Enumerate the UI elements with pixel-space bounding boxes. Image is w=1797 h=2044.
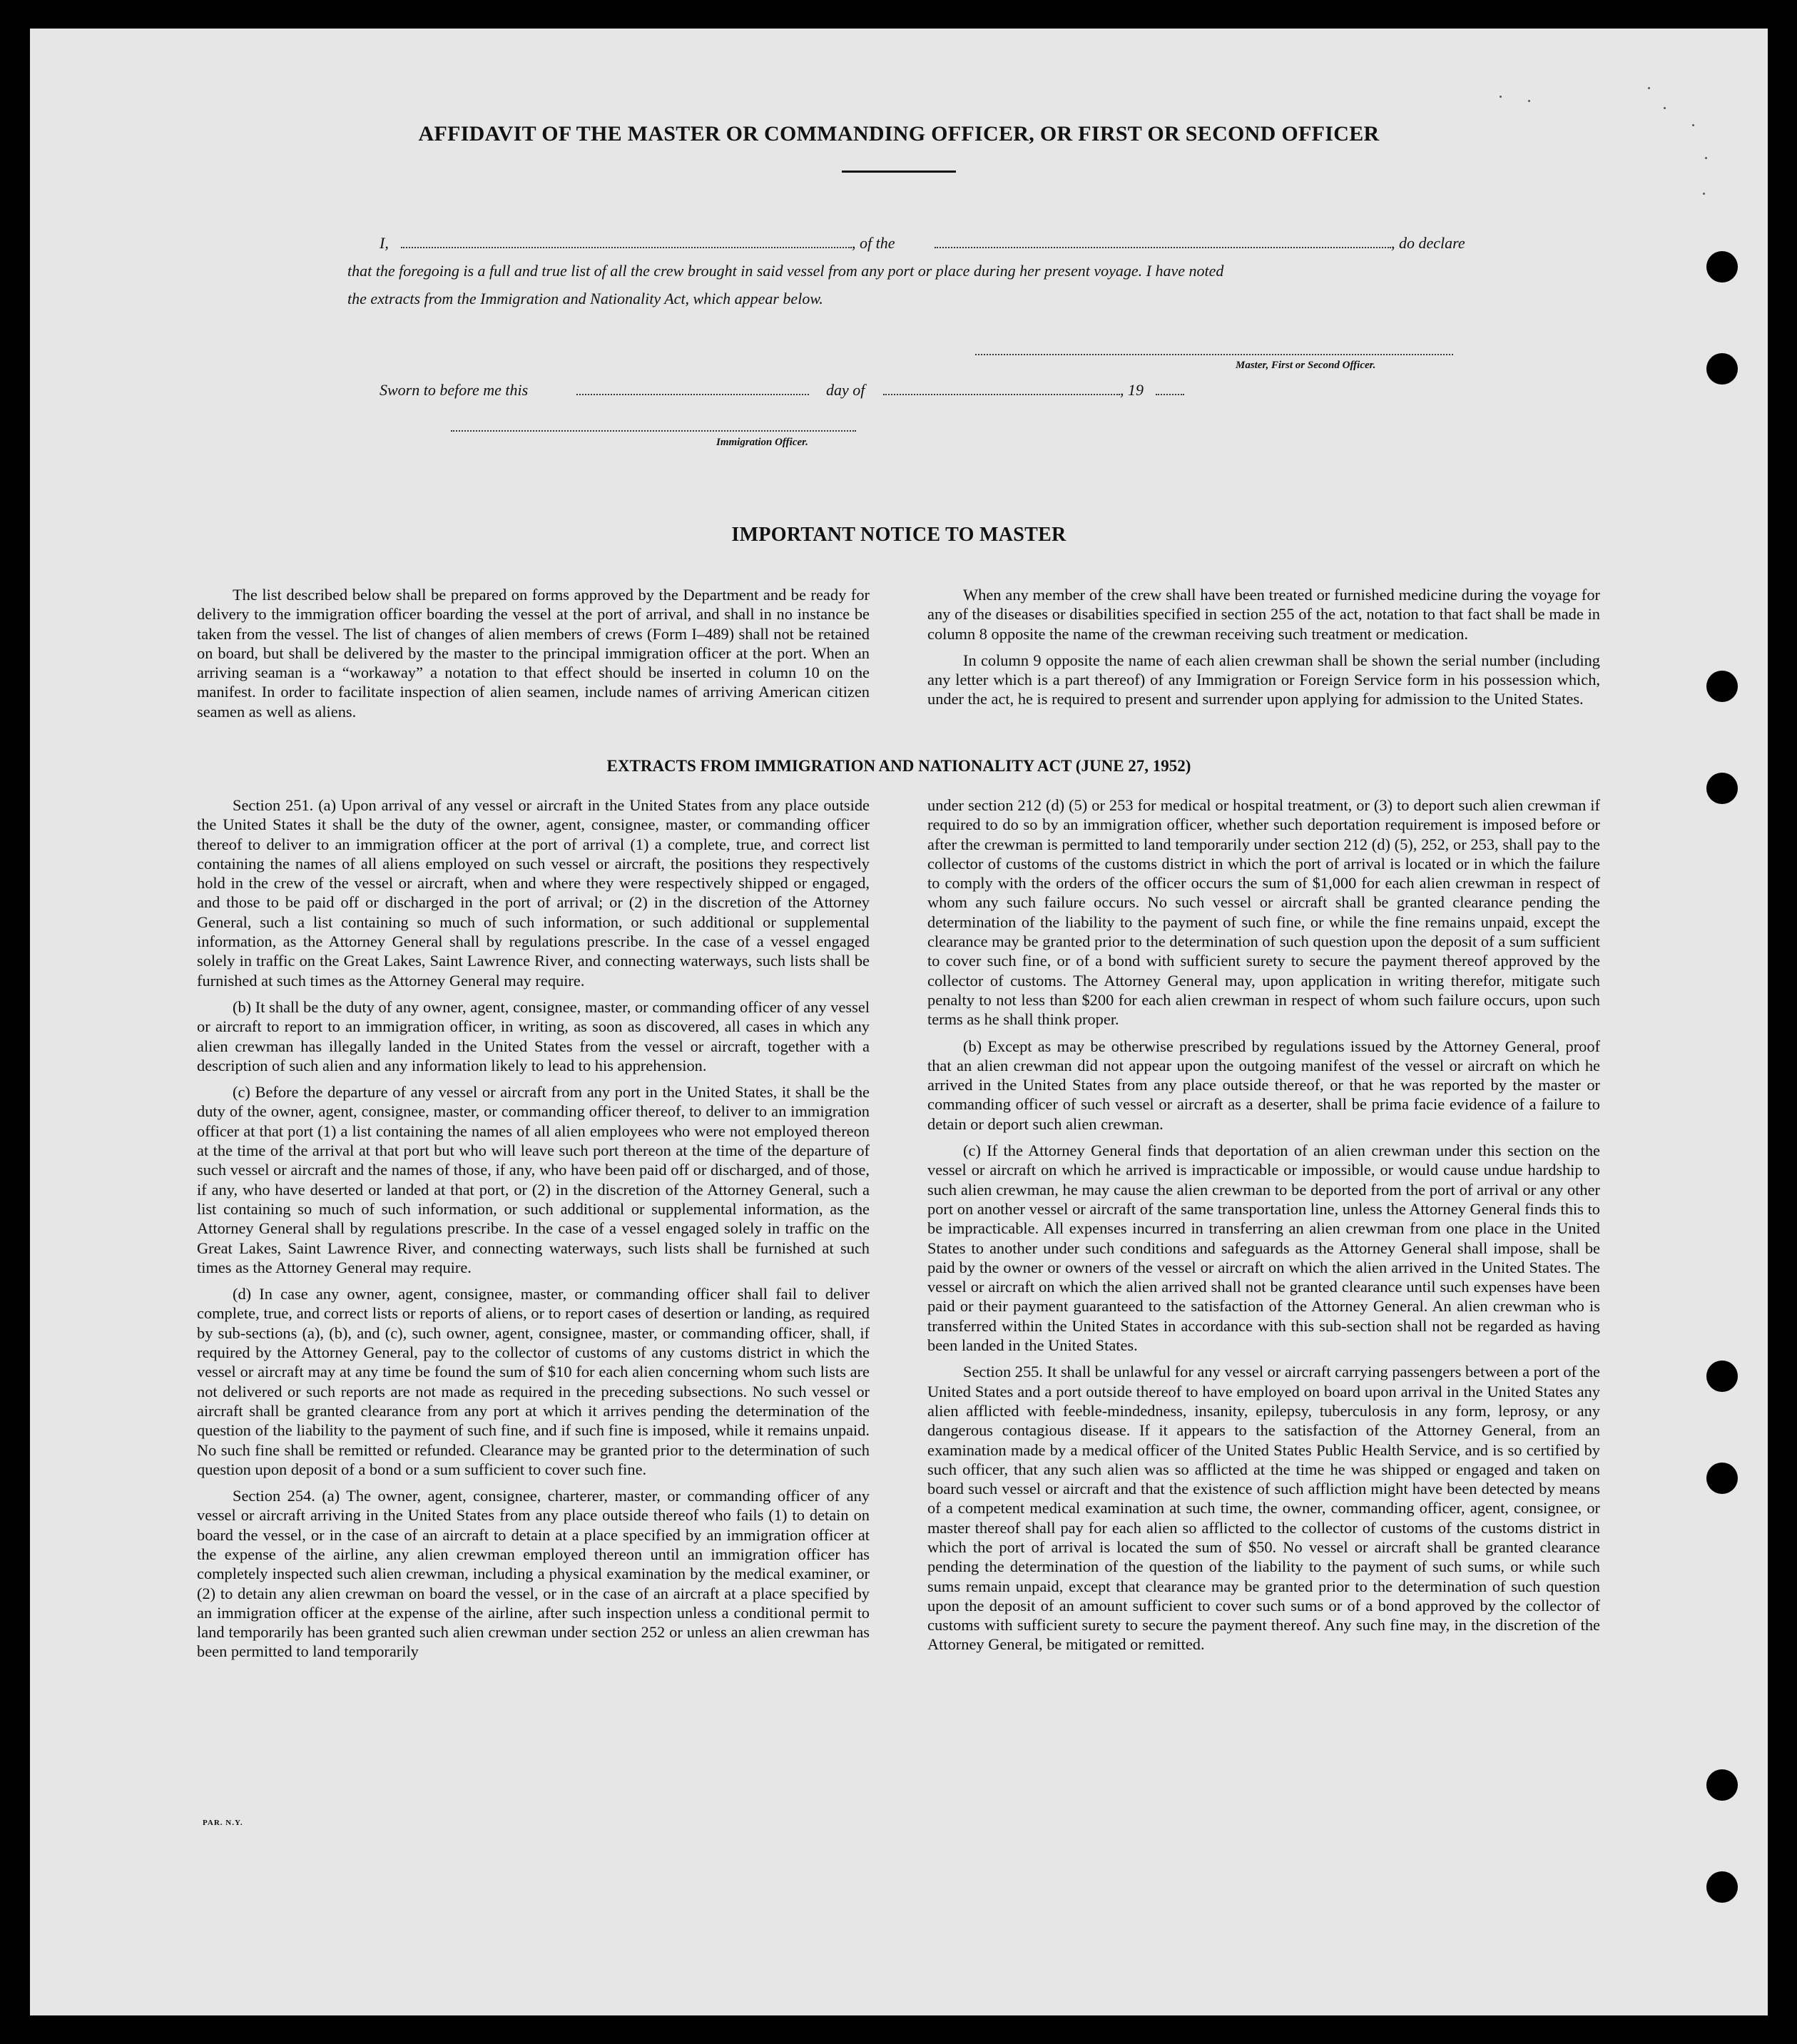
section-251-d: (d) In case any owner, agent, consignee, master, or commanding officer shall fail to deliver complete, true, and correct lists or reports of aliens, or to report cases of desertion or landing, as required by sub-sections (a), (b), and (c), such owner, agent, consignee, master, or commanding officer, shall, if required by the Attorney General, pay to the collector of customs of any customs district in which the vessel or aircraft may at any time be found the sum of $10 for each alien concerning whom such lists are not delivered or such reports are not made as required in the preceding subsections. No such vessel or aircraft shall be granted clearance from any port at which it arrives pending the determination of the question of the liability to the payment of such fine, and if such fine is imposed, while it remains unpaid. No such fine shall be remitted or refunded. Clearance may be granted prior to the determination of such question upon deposit of a bond or a sum sufficient to cover such fine. bbox=[197, 1285, 870, 1478]
notice-left-paragraph: The list described below shall be prepared on forms approved by the Department and be ready for delivery to the immigration officer boarding the vessel at the port of arrival, and shall in no instance be taken from the vessel. The list of changes of alien members of crews (Form I–489) shall not be retained on board, but shall be delivered by the master to the principal immigration officer at the port. When an arriving seaman is a “workaway” a notation to that effect should be inserted in column 10 on the manifest. In order to facilitate inspection of alien seamen, include names of arriving American citizen seamen as well as aliens. bbox=[197, 586, 870, 721]
punch-hole bbox=[1706, 671, 1738, 702]
year-blank[interactable] bbox=[1156, 394, 1184, 395]
punch-hole bbox=[1706, 773, 1738, 804]
punch-hole bbox=[1706, 1361, 1738, 1392]
punch-hole bbox=[1706, 1769, 1738, 1801]
section-254-c: (c) If the Attorney General finds that deportation of an alien crewman under this section on the vessel or aircraft on which he arrived is impracticable or impossible, or would cause undue hardship to such alien crewman, he may cause the alien crewman to be deported from the port of arrival or any other port on another vessel or aircraft of the same transportation line, unless the Attorney General finds this to be impracticable. All expenses incurred in transferring an alien crewman from one place in the United States to another under such conditions and safeguards as the Attorney General shall impose, shall be paid by the owner or owners of the vessel or aircraft on which the alien arrived in the United States. The vessel or aircraft on which the alien arrived shall not be granted clearance until such expenses have been paid or their payment guaranteed to the satisfaction of the Attorney General. An alien crewman who is transferred within the United States in accordance with this sub-section shall not be regarded as having been landed in the United States. bbox=[927, 1142, 1600, 1355]
section-251-c: (c) Before the departure of any vessel or aircraft from any port in the United States, it shall be the duty of the owner, agent, consignee, master, or commanding officer thereof, to deliver to an immigration officer at that port (1) a list containing the names of all alien employees who were not employed thereon at the time of the arrival at that port but who will leave such port thereon at the time of the departure of such vessel or aircraft and the names of those, if any, who have been paid off or discharged, and of those, if any, who have deserted or landed at that port, or (2) in the discretion of the Attorney General, such a list containing so much of such information, or such additional or supplemental information, as the Attorney General shall by regulations prescribe. In the case of a vessel engaged solely in traffic on the Great Lakes, Saint Lawrence River, and connecting waterways, such lists shall be furnished at such times as the Attorney General may require. bbox=[197, 1083, 870, 1276]
punch-hole bbox=[1706, 1871, 1738, 1903]
notice-right-paragraph-1: When any member of the crew shall have been treated or furnished medicine during the voyage for any of the diseases or disabilities specified in section 255 of the act, notation to that fact shall be made in column 8 opposite the name of the crewman receiving such treatment or medication. bbox=[927, 586, 1600, 643]
vessel-blank[interactable] bbox=[935, 247, 1391, 248]
extracts-title: EXTRACTS FROM IMMIGRATION AND NATIONALITY ACT (JUNE 27, 1952) bbox=[606, 757, 1191, 775]
notice-title: IMPORTANT NOTICE TO MASTER bbox=[731, 524, 1067, 546]
name-blank[interactable] bbox=[401, 247, 852, 248]
i-label: I, bbox=[380, 234, 389, 252]
do-declare-label: , do declare bbox=[1391, 234, 1465, 252]
of-the-label: , of the bbox=[852, 234, 895, 252]
punch-hole bbox=[1706, 353, 1738, 385]
section-255: Section 255. It shall be unlawful for any vessel or aircraft carrying passengers between a port of the United States and a port outside thereof to have employed on board upon arrival in the United States any alien afflicted with feeble-mindedness, insanity, epilepsy, tuberculosis in any form, leprosy, or any dangerous contagious disease. If it appears to the satisfaction of the Attorney General, from an examination made by a medical officer of the United States Public Health Service, and is so certified by such officer, that any such alien was so afflicted at the time he was shipped or engaged and taken on board such vessel or aircraft and that the existence of such affliction might have been detected by means of a competent medical examination at such time, the owner, commanding officer, agent, consignee, or master thereof shall pay for each alien so afflicted to the collector of customs of the customs district in which the port of arrival is located the sum of $50. No vessel or aircraft shall be granted clearance pending the determination of the question of the liability to the payment of such sums, or while such sums remain unpaid, except that clearance may be granted prior to the determination of such question upon the deposit of an amount sufficient to cover such sums or of a bond approved by the collector of customs with sufficient surety to secure the payment thereof. Any such fine may, in the discretion of the Attorney General, be mitigated or remitted. bbox=[927, 1363, 1600, 1654]
section-251-b: (b) It shall be the duty of any owner, agent, consignee, master, or commanding officer of any vessel or aircraft to report to an immigration officer, in writing, as soon as discovered, all cases in which any alien crewman has illegally landed in the United States from the vessel or aircraft, together with a description of such alien and any information likely to lead to his apprehension. bbox=[197, 997, 870, 1074]
extracts-right-column bbox=[927, 795, 1600, 1654]
scan-speck bbox=[1500, 96, 1502, 98]
punch-hole bbox=[1706, 251, 1738, 283]
day-of-label: day of bbox=[826, 381, 865, 399]
immigration-officer-blank[interactable] bbox=[451, 430, 856, 432]
section-251-a: Section 251. (a) Upon arrival of any vessel or aircraft in the United States from any place outside the United States it shall be the duty of the owner, agent, consignee, master, or commanding officer thereof to deliver to an immigration officer at the port of arrival (1) a complete, true, and correct list containing the names of all aliens employed on such vessel or aircraft, the positions they respectively hold in the crew of the vessel or aircraft, when and where they were respectively shipped or engaged, and those to be paid off or discharged in the port of arrival; or (2) in the discretion of the Attorney General, such a list containing so much of such information, or such additional or supplemental information, as the Attorney General shall by regulations prescribe. In the case of a vessel engaged solely in traffic on the Great Lakes, Saint Lawrence River, and connecting waterways, such lists shall be furnished at such times as the Attorney General may require. bbox=[197, 796, 870, 990]
document-page bbox=[30, 29, 1768, 2015]
scan-speck bbox=[1648, 87, 1650, 89]
scan-speck bbox=[1692, 124, 1694, 126]
section-254-b: (b) Except as may be otherwise prescribed by regulations issued by the Attorney General, proof that an alien crewman did not appear upon the outgoing manifest of the vessel or aircraft on which he arrived in the United States from any place outside thereof, or that he was reported by the master or commanding officer of such vessel or aircraft as a deserter, shall be prima facie evidence of a failure to detain or deport such alien crewman. bbox=[927, 1037, 1600, 1133]
master-signature-blank[interactable] bbox=[975, 354, 1453, 355]
extracts-left-column bbox=[197, 795, 870, 1662]
sworn-month-blank[interactable] bbox=[883, 394, 1120, 395]
title-underline bbox=[842, 171, 956, 173]
printer-mark: PAR. N.Y. bbox=[203, 1819, 243, 1827]
year-label: , 19 bbox=[1120, 381, 1144, 399]
declaration-line-1: that the foregoing is a full and true list of all the crew brought in said vessel from any port or place during her present voyage. I have noted bbox=[347, 262, 1224, 280]
section-254-a: Section 254. (a) The owner, agent, consignee, charterer, master, or commanding officer of any vessel or aircraft arriving in the United States from any place outside thereof who fails (1) to detain on board the vessel, or in the case of an aircraft to detain at a place specified by an immigration officer at the expense of the airline, any alien crewman employed thereon until an immigration officer has completely inspected such alien crewman, including a physical examination by the medical examiner, or (2) to detain any alien crewman on board the vessel, or in the case of an aircraft at a place specified by an immigration officer at the expense of the airline, after such inspection unless a conditional permit to land temporarily has been granted such alien crewman under section 252 or unless an alien crewman has been permitted to land temporarily bbox=[197, 1487, 870, 1661]
scan-speck bbox=[1664, 107, 1666, 109]
notice-left-column bbox=[197, 585, 870, 721]
declaration-line-2: the extracts from the Immigration and Nationality Act, which appear below. bbox=[347, 290, 823, 307]
scan-speck bbox=[1703, 193, 1705, 195]
notice-right-column bbox=[927, 585, 1600, 709]
notice-right-paragraph-2: In column 9 opposite the name of each alien crewman shall be shown the serial number (including any letter which is a part thereof) of any Immigration or Foreign Service form in his possession which, under the act, he is required to present and surrender upon applying for admission to the United States. bbox=[927, 651, 1600, 708]
sworn-label: Sworn to before me this bbox=[380, 381, 529, 399]
section-254-a-continued: under section 212 (d) (5) or 253 for medical or hospital treatment, or (3) to deport such alien crewman if required to do so by an immigration officer, whether such deportation requirement is imposed before or after the crewman is permitted to land temporarily under section 212 (d) (5), 252, or 253, shall pay to the collector of customs of the customs district in which the port of arrival is located or in which the failure to comply with the orders of the officer occurs the sum of $1,000 for each alien crewman in respect of whom any such failure occurs. No such vessel or aircraft shall be granted clearance pending the determination of the liability to the payment of such fine, or while the fine remains unpaid, except the clearance may be granted prior to the determination of such question upon the deposit of a sum sufficient to cover such fine, or of a bond with sufficient surety to secure the payment thereof approved by the collector of customs. The Attorney General may, upon application in writing therefor, mitigate such penalty to not less than $200 for each alien crewman in respect of whom such failure occurs, upon such terms as he shall think proper. bbox=[927, 796, 1600, 1029]
affidavit-title: AFFIDAVIT OF THE MASTER OR COMMANDING OFFICER, OR FIRST OR SECOND OFFICER bbox=[418, 122, 1380, 146]
scan-speck bbox=[1705, 157, 1707, 159]
master-signature-label: Master, First or Second Officer. bbox=[1236, 360, 1376, 371]
immigration-officer-label: Immigration Officer. bbox=[716, 437, 808, 448]
punch-hole bbox=[1706, 1463, 1738, 1494]
sworn-day-blank[interactable] bbox=[576, 394, 809, 395]
scan-speck bbox=[1528, 100, 1530, 102]
